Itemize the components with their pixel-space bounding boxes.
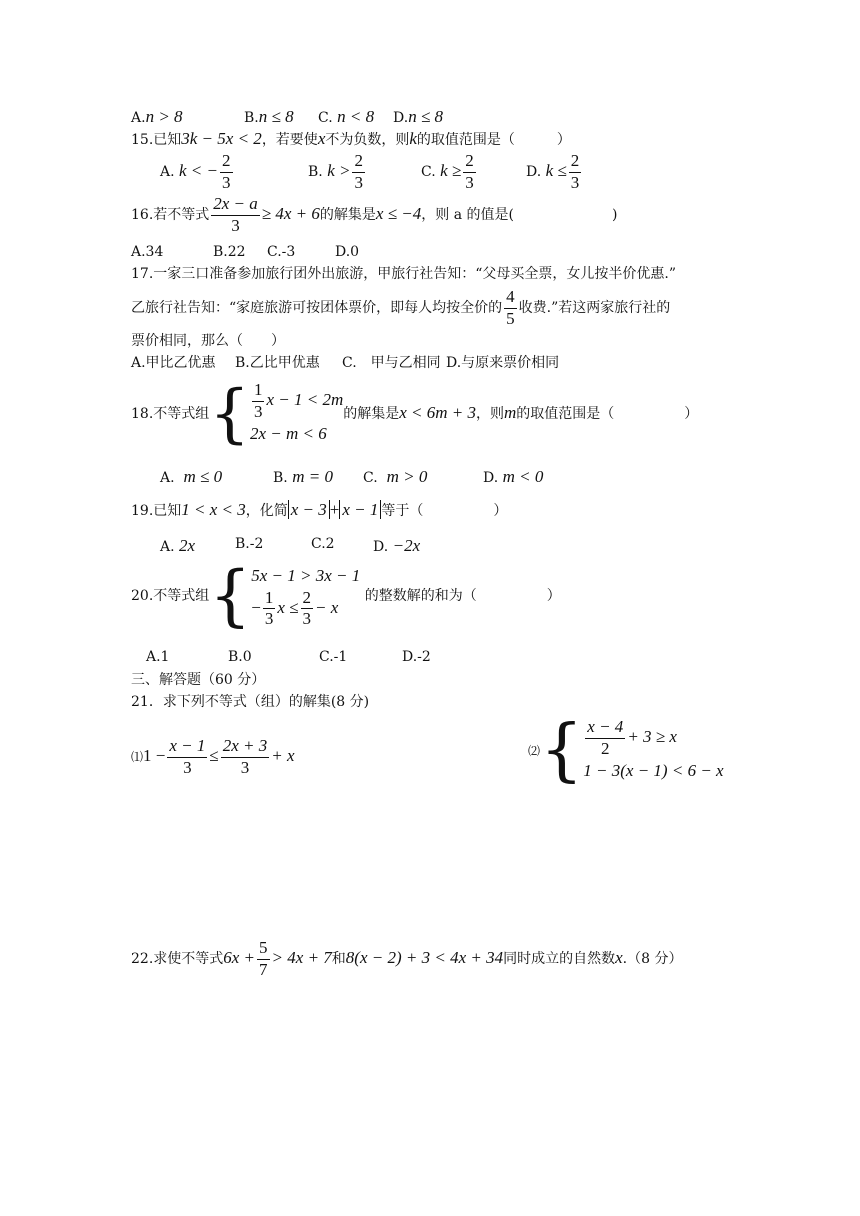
q17-option-c: C. 甲与乙相同 (342, 355, 441, 371)
q20-option-a: A.1 (146, 649, 170, 665)
q18-option-a: A. m ≤ 0 (160, 467, 223, 486)
q20-option-c: C.-1 (319, 649, 348, 665)
abs-value-2: x − 1 (339, 500, 381, 519)
left-brace-icon: { (209, 557, 252, 634)
q21-title: 21．求下列不等式（组）的解集(8 分) (131, 694, 370, 710)
left-brace-icon: { (209, 376, 250, 451)
q16-option-a: A.34 (131, 244, 164, 260)
q17-line3: 票价相同，那么（ ） (131, 333, 285, 349)
q16-stem: 16.若不等式 $\frac{2x - a}{3}$ ≥ 4x + 6的解集是x ≤ −4，则 a 的值是( ) (131, 194, 618, 235)
abs-value-1: x − 3 (288, 500, 330, 519)
q17-option-a: A.甲比乙优惠 (131, 355, 216, 371)
q19-option-d: D. −2x (373, 536, 421, 555)
q19-option-a: A. 2x (160, 536, 196, 555)
q18-option-c: C. m > 0 (363, 467, 428, 486)
q17-option-d: D.与原来票价相同 (446, 355, 560, 371)
q19-stem: 19.已知1 < x < 3，化简 x − 3 + x − 1 等于（ ） (131, 500, 508, 519)
section-3-title: 三、解答题（60 分） (131, 672, 266, 688)
q16-option-b: B.22 (213, 244, 246, 260)
q18-stem: 18.不等式组{ $\frac{1}{3}$ x − 1 < 2m 2x − m < 6 的解集是x < 6m + 3，则m的取值范围是（ ） (131, 376, 699, 451)
q15-option-c: C. k ≥ $\frac{2}{3}$ (421, 151, 474, 192)
q15-stem: 15.已知3k − 5x < 2，若要使x不为负数，则k的取值范围是（ ） (131, 129, 571, 148)
q16-option-d: D.0 (335, 244, 360, 260)
q21-part2: ⑵{ $\frac{x - 4}{2}$ + 3 ≥ x 1 − 3(x − 1) < 6 − x (528, 711, 724, 790)
q15-option-d: D. k ≤ $\frac{2}{3}$ (526, 151, 580, 192)
left-brace-icon: { (540, 711, 584, 790)
q18-option-b: B. m = 0 (273, 467, 333, 486)
q17-line1: 17.一家三口准备参加旅行团外出旅游，甲旅行社告知：“父母买全票，女儿按半价优惠.” (131, 266, 677, 282)
q20-option-b: B.0 (228, 649, 252, 665)
q18-option-d: D. m < 0 (483, 467, 544, 486)
q16-option-c: C.-3 (267, 244, 296, 260)
q20-option-d: D.-2 (402, 649, 431, 665)
q19-option-b: B.-2 (235, 536, 264, 552)
q17-line2: 乙旅行社告知：“家庭旅游可按团体票价，即每人均按全价的 $\frac{4}{5}$ 收费.”若这两家旅行社的 (131, 287, 671, 328)
q21-part1: ⑴1 − $\frac{x - 1}{3}$ ≤ $\frac{2x + 3}{3}$ + x (131, 736, 295, 777)
q19-option-c: C.2 (311, 536, 335, 552)
q15-option-b: B. k > $\frac{2}{3}$ (308, 151, 363, 192)
q14-option-c: C. n < 8 (318, 107, 375, 126)
q17-option-b: B.乙比甲优惠 (235, 355, 320, 371)
q14-option-d: D.n ≤ 8 (393, 107, 444, 126)
q22-stem: 22.求使不等式6x + $\frac{5}{7}$ > 4x + 7和8(x − 2) + 3 < 4x + 34同时成立的自然数x.（8 分） (131, 938, 683, 979)
q20-stem: 20.不等式组{ 5x − 1 > 3x − 1 − $\frac{1}{3}$ x ≤ $\frac{2}{3}$ − x 的整数解的和为（ ） (131, 557, 561, 634)
q15-option-a: A. k < − $\frac{2}{3}$ (160, 151, 231, 192)
q14-option-a: A.n > 8 (131, 107, 183, 126)
q14-option-b: B.n ≤ 8 (244, 107, 294, 126)
